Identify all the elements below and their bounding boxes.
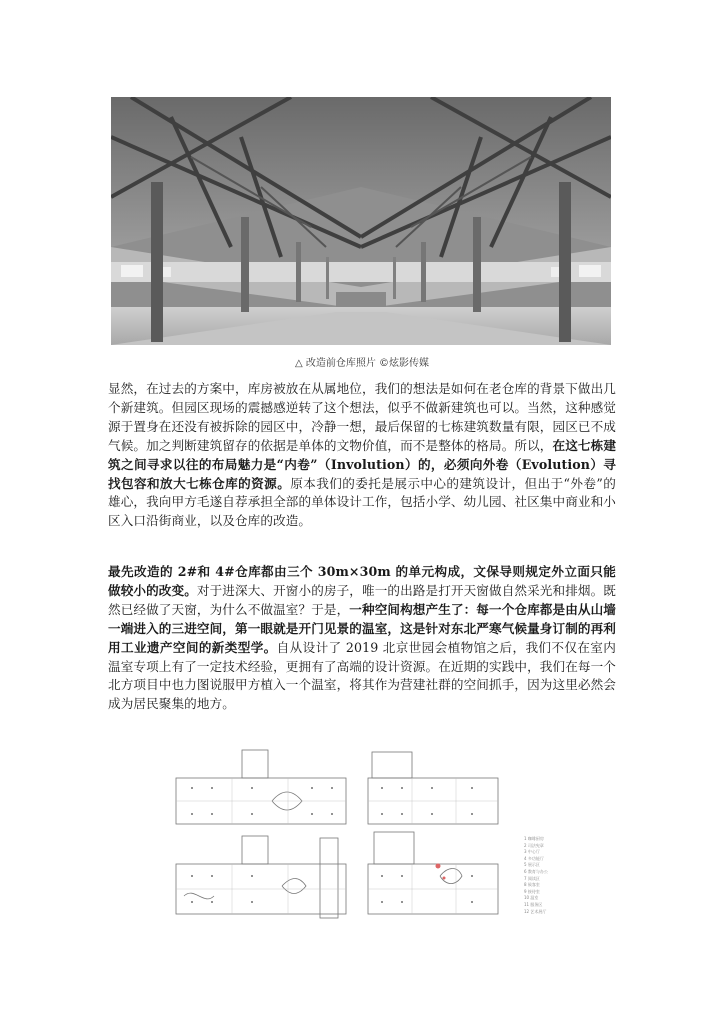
legend-item: 6 教育与办公 xyxy=(524,868,548,874)
warehouse-interior-photo xyxy=(111,97,611,345)
paragraph-text: 对于进深大、开窗小的房子，唯一的出路是打开天窗做自然采光和排烟。既然已经做了天窗，为什么不做温室？于是， xyxy=(108,582,616,617)
legend-item: 10 温室 xyxy=(524,895,539,901)
legend-item: 3 中心厅 xyxy=(524,849,540,855)
legend-item: 12 艺术展厅 xyxy=(524,908,547,914)
legend-item: 11 服务区 xyxy=(524,901,543,907)
plan-legend xyxy=(524,836,584,915)
photo-caption: △ 改造前仓库照片 ©炫影传媒 xyxy=(294,358,430,369)
floor-plans-drawing xyxy=(172,746,564,938)
body-paragraph-1 xyxy=(108,380,616,531)
emphasis-text: 一种空间构想产生了：每一个仓库都是由从山墙一端进入的三进空间，第一眼就是开门见景的温室，这是针对东北严寒气候量身订制的再利用工业遗产空间的新类型学。 xyxy=(108,601,616,655)
emphasis-text: 最先改造的 2#和 4#仓库都由三个 30m×30m 的单元构成，文保导则规定外立面只能做较小的改变。 xyxy=(108,564,616,598)
paragraph-text: 自从设计了 2019 北京世园会植物馆之后，我们不仅在室内温室专项上有了一定技术经验，更拥有了高端的设计资源。在近期的实践中，我们在每一个北方项目中也力图说服甲方植入一个温室，将其作为营建社群的空间抓手，因为这里必然会成为居民聚集的地方。 xyxy=(108,639,616,712)
paragraph-text: 原本我们的委托是展示中心的建筑设计，但出于“外卷”的雄心，我向甲方毛遂自荐承担全部的单体设计工作，包括小学、幼儿园、社区集中商业和小区入口沿街商业，以及仓库的改造。 xyxy=(108,475,616,529)
body-paragraph-2 xyxy=(108,563,616,714)
emphasis-text: 在这七栋建筑之间寻求以往的布局魅力是“内卷”（Involution）的，必须向外卷（Evolution）寻找包容和放大七栋仓库的资源。 xyxy=(108,437,617,491)
legend-item: 5 展示区 xyxy=(524,862,540,868)
legend-item: 4 多功能厅 xyxy=(524,855,544,861)
legend-item: 2 司法宪章 xyxy=(524,842,544,848)
legend-item: 8 候客室 xyxy=(524,882,540,888)
paragraph-text: 显然，在过去的方案中，库房被放在从属地位，我们的想法是如何在老仓库的背景下做出几个新建筑。但园区现场的震撼感逆转了这个想法，似乎不做新建筑也可以。当然，这种感觉源于置身在还没有被拆除的园区中，冷静一想，最后保留的七栋建筑数量有限，园区已不成气候。加之判断建筑留存的依据是单体的文物价值，而不是整体的格局。所以， xyxy=(108,381,616,453)
legend-item: 1 咖啡厨房 xyxy=(524,836,544,841)
legend-item: 7 阅读区 xyxy=(524,875,540,881)
legend-item: 9 接待室 xyxy=(524,888,540,894)
